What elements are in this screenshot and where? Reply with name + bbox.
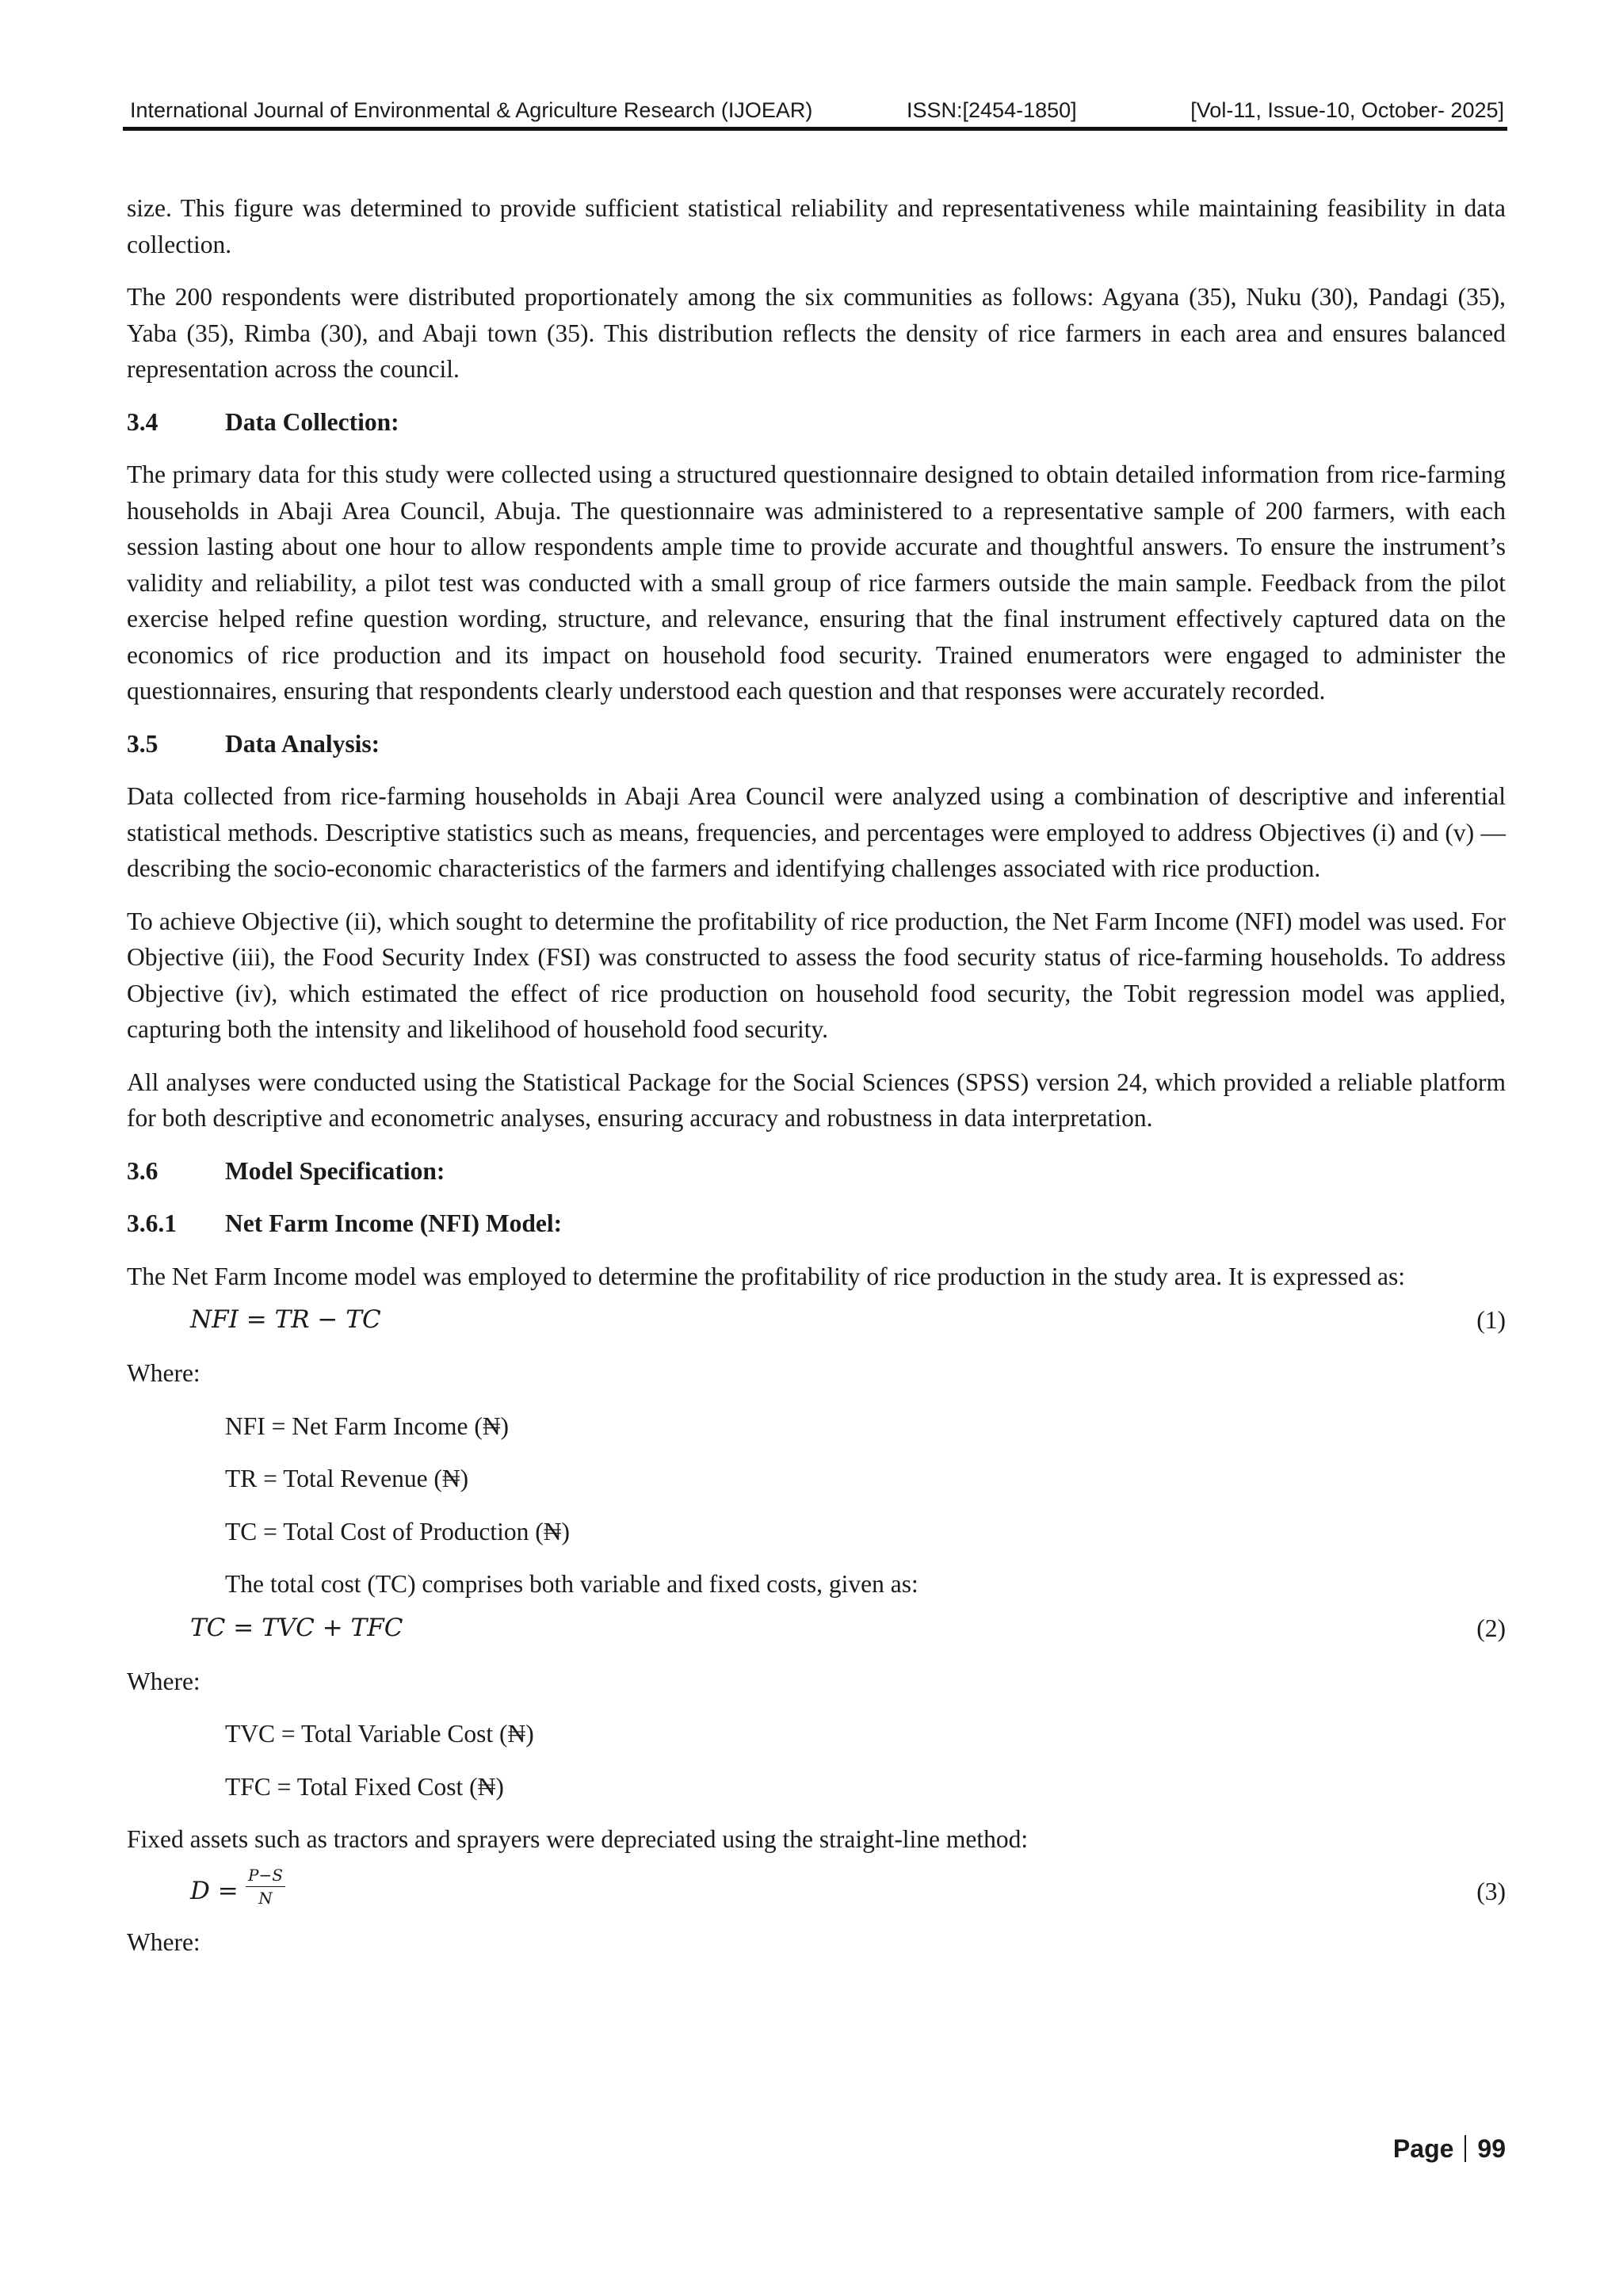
footer-separator [1465, 2135, 1466, 2162]
paragraph-data-analysis-2: To achieve Objective (ii), which sought to determine the profitability of rice production, the Net Farm Income (NFI) model was used. For Objective (iii), the Food Security Index (FSI) was constructed to assess the food security status of rice-farming households. To address Objective (iv), which estimated the effect of rice production on household food security, the Tobit regression model was applied, capturing both the intensity and likelihood of household food security. [127, 907, 1506, 1043]
equation-2 [127, 1610, 1506, 1648]
page-label: Page [1392, 2134, 1454, 2163]
section-number: 3.6.1 [127, 1209, 177, 1237]
section-number: 3.5 [127, 729, 158, 758]
equation-expression: NFI = TR − TC [190, 1305, 381, 1334]
equation-number: (1) [1476, 1306, 1506, 1334]
paragraph-data-collection: The primary data for this study were collected using a structured questionnaire designed to obtain detailed information from rice-farming households in Abaji Area Council, Abuja. The questionnaire was administered to a representative sample of 200 farmers, with each session lasting about one hour to allow respondents ample time to provide accurate and thoughtful answers. To ensure the instrument’s validity and reliability, a pilot test was conducted with a small group of rice farmers outside the main sample. Feedback from the pilot exercise helped refine question wording, structure, and relevance, ensuring that the final instrument effectively captured data on the economics of rice production and its impact on household food security. Trained enumerators were engaged to administer the questionnaires, ensuring that respondents clearly understood each question and that responses were accurately recorded. [127, 460, 1506, 705]
section-number: 3.6 [127, 1156, 158, 1185]
definition-total-cost-note: The total cost (TC) comprises both variable and fixed costs, given as: [225, 1570, 918, 1598]
equation-number: (3) [1476, 1877, 1506, 1905]
page-number: 99 [1477, 2134, 1506, 2163]
equation-number: (2) [1476, 1614, 1506, 1642]
equation-expression: TC = TVC + TFC [190, 1613, 403, 1642]
section-title: Model Specification: [225, 1156, 445, 1185]
page-body [127, 190, 1506, 1977]
equation-lhs: D = [190, 1876, 239, 1905]
paragraph-data-analysis-3: All analyses were conducted using the Statistical Package for the Social Sciences (SPSS) version 24, which provided a reliable platform for both descriptive and econometric analyses, ensuring accuracy and robustness in data interpretation. [127, 1068, 1506, 1132]
section-title: Data Analysis: [225, 729, 380, 758]
journal-title: International Journal of Environmental & Agriculture Research (IJOEAR) [130, 98, 813, 122]
fraction-denominator: N [258, 1888, 273, 1908]
page-footer [1393, 2134, 1506, 2164]
paragraph-data-analysis-1: Data collected from rice-farming households in Abaji Area Council were analyzed using a combination of descriptive and inferential statistical methods. Descriptive statistics such as means, frequencies, and percentages were employed to address Objectives (i) and (v) — describing the socio-economic characteristics of the farmers and identifying challenges associated with rice production. [127, 782, 1506, 882]
paragraph-respondent-distribution: The 200 respondents were distributed proportionately among the six communities as follows: Agyana (35), Nuku (30), Pandagi (35), Yaba (35), Rimba (30), and Abaji town (35). This distribution reflects the density of rice farmers in each area and ensures balanced representation across the council. [127, 283, 1506, 383]
fraction-numerator: P−S [248, 1865, 283, 1885]
section-title: Net Farm Income (NFI) Model: [225, 1209, 563, 1237]
equation-1 [127, 1302, 1506, 1340]
paragraph-sample-size: size. This figure was determined to provide sufficient statistical reliability and representativeness while maintaining feasibility in data collection. [127, 194, 1506, 258]
section-title: Data Collection: [225, 407, 399, 436]
definition-tr: TR = Total Revenue (₦) [225, 1465, 469, 1492]
section-heading-3-6-1 [127, 1205, 1506, 1242]
definition-tfc: TFC = Total Fixed Cost (₦) [225, 1772, 504, 1801]
section-heading-3-4 [127, 404, 1506, 441]
definition-tc: TC = Total Cost of Production (₦) [225, 1517, 570, 1545]
running-header [125, 94, 1504, 125]
paragraph-depreciation: Fixed assets such as tractors and sprayers were depreciated using the straight-line method: [127, 1825, 1029, 1853]
section-heading-3-6 [127, 1153, 1506, 1190]
definition-tvc: TVC = Total Variable Cost (₦) [225, 1720, 534, 1748]
volume-issue: [Vol-11, Issue-10, October- 2025] [1190, 98, 1504, 122]
definition-nfi: NFI = Net Farm Income (₦) [225, 1412, 510, 1440]
where-label: Where: [127, 1667, 200, 1695]
fraction-bar [246, 1886, 285, 1887]
paragraph-nfi-intro: The Net Farm Income model was employed to determine the profitability of rice production in the study area. It is expressed as: [127, 1262, 1406, 1290]
section-heading-3-5 [127, 726, 1506, 762]
issn: ISSN:[2454-1850] [907, 98, 1077, 122]
section-number: 3.4 [127, 407, 158, 436]
fraction [246, 1866, 285, 1908]
where-label: Where: [127, 1359, 200, 1387]
header-rule [123, 127, 1507, 131]
where-label: Where: [127, 1927, 200, 1956]
equation-3 [127, 1866, 1506, 1913]
